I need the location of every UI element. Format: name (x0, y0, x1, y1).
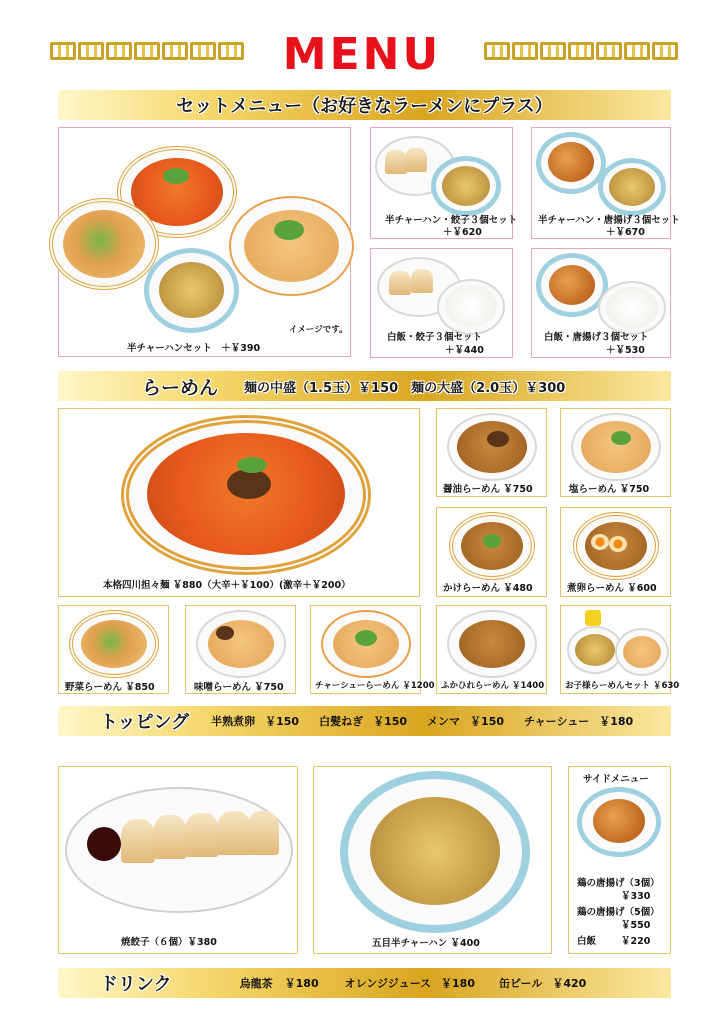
drink-2-name: オレンジジュース (344, 977, 432, 990)
ramen-item-3-label: かけらーめん ￥480 (443, 583, 533, 594)
ramen-item-6 (185, 605, 296, 694)
gyoza-photo (58, 766, 298, 954)
side-item-3-name: 白飯 (577, 936, 597, 947)
topping-1-price: ￥150 (265, 715, 300, 728)
ramen-item-9-label: お子様らーめんセット ￥630 (565, 681, 680, 691)
ramen-item-1-label: 醤油らーめん ￥750 (443, 484, 533, 495)
set-main-photo (58, 127, 351, 357)
set-item-4-price: ＋￥530 (606, 345, 645, 356)
ramen-item-6-label: 味噌らーめん ￥750 (194, 682, 284, 693)
drink-1-name: 烏龍茶 (239, 977, 273, 990)
topping-3-name: メンマ (427, 715, 461, 728)
set-item-1-name: 半チャーハン・餃子３個セット (385, 215, 518, 226)
side-item-1-price: ￥330 (621, 891, 651, 902)
set-item-4 (531, 248, 671, 358)
set-item-3-name: 白飯・餃子３個セット (387, 332, 483, 343)
ramen-item-2 (560, 408, 671, 497)
ramen-item-5 (58, 605, 169, 694)
topping-3-price: ￥150 (470, 715, 505, 728)
fried-rice-photo (313, 766, 552, 954)
decorative-border-right (484, 42, 678, 64)
set-main-caption: 半チャーハンセット ＋￥390 (127, 343, 261, 354)
set-item-2-price: ＋￥670 (606, 227, 645, 238)
set-item-3-price: ＋￥440 (445, 345, 484, 356)
page-title: MENU (282, 29, 442, 80)
topping-4-price: ￥180 (599, 715, 634, 728)
drinks-bar (58, 968, 671, 998)
set-item-1 (370, 127, 518, 239)
drink-2-price: ￥180 (441, 977, 475, 990)
ramen-item-5-label: 野菜らーめん ￥850 (65, 682, 155, 693)
set-item-4-name: 白飯・唐揚げ３個セット (544, 332, 649, 343)
ramen-noodle-extra: 麺の中盛（1.5玉）￥150 麺の大盛（2.0玉）￥300 (244, 380, 566, 396)
ramen-item-8 (436, 605, 547, 694)
drink-3-price: ￥420 (552, 977, 587, 990)
ramen-item-3 (436, 507, 547, 597)
side-item-3-price: ￥220 (621, 936, 651, 947)
fried-rice-caption: 五目半チャーハン ￥400 (372, 938, 480, 949)
ramen-item-7 (310, 605, 435, 694)
ramen-featured (58, 408, 420, 597)
set-item-1-price: ＋￥620 (443, 227, 482, 238)
set-menu-title: セットメニュー（お好きなラーメンにプラス） (176, 96, 553, 117)
ramen-item-4 (560, 507, 671, 597)
side-menu-box (568, 766, 671, 954)
ramen-item-2-label: 塩らーめん ￥750 (569, 484, 650, 495)
toppings-bar (58, 706, 671, 736)
topping-1-name: 半熟煮卵 (211, 715, 256, 728)
image-note: イメージです。 (289, 325, 348, 335)
ramen-featured-label: 本格四川担々麺 ￥880（大辛＋￥100）(激辛＋￥200） (103, 580, 351, 591)
gyoza-caption: 焼餃子（６個）￥380 (121, 937, 217, 948)
side-menu-title: サイドメニュー (583, 774, 649, 785)
toppings-title: トッピング (100, 712, 190, 733)
ramen-item-9 (560, 605, 680, 694)
ramen-item-1 (436, 408, 547, 497)
drink-1-price: ￥180 (284, 977, 319, 990)
ramen-header (58, 371, 671, 401)
ramen-item-8-label: ふかひれらーめん ￥1400 (441, 681, 545, 691)
topping-4-name: チャーシュー (524, 715, 590, 728)
set-item-3 (370, 248, 513, 358)
set-menu-header (58, 90, 671, 120)
ramen-item-4-label: 煮卵らーめん ￥600 (567, 583, 657, 594)
drink-3-name: 缶ビール (498, 977, 543, 990)
side-item-2-name: 鶏の唐揚げ（5個） (577, 907, 660, 918)
topping-2-price: ￥150 (373, 715, 408, 728)
set-item-2 (531, 127, 680, 239)
set-item-2-name: 半チャーハン・唐揚げ３個セット (538, 215, 680, 226)
drinks-title: ドリンク (100, 974, 172, 995)
side-item-2-price: ￥550 (621, 920, 651, 931)
topping-2-name: 白髪ねぎ (319, 715, 364, 728)
ramen-title: らーめん (142, 376, 219, 399)
side-item-1-name: 鶏の唐揚げ（3個） (577, 878, 660, 889)
ramen-item-7-label: チャーシューらーめん ￥1200 (315, 681, 435, 691)
